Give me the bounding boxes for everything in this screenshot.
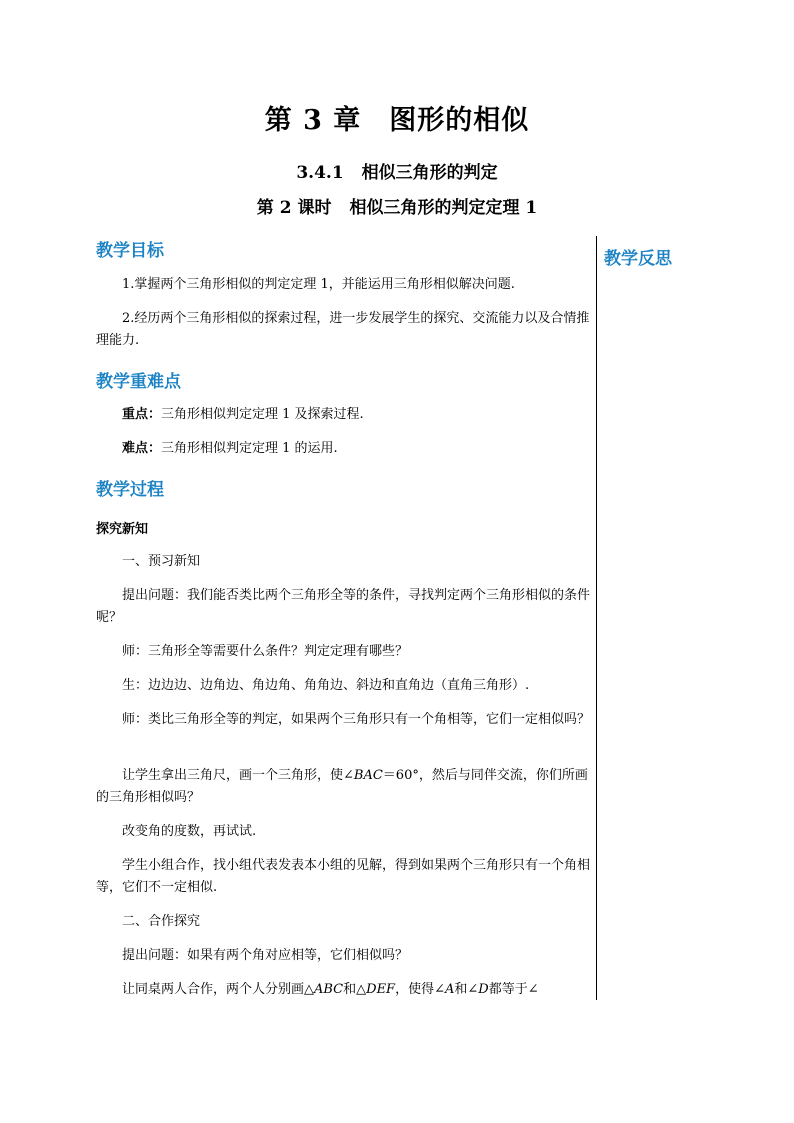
focus-text: 三角形相似判定定理 1 及探索过程. [161,407,364,422]
angle-variable: BAC [353,768,383,783]
angle-a: A [444,982,455,997]
paragraph-question-1: 提出问题：我们能否类比两个三角形全等的条件，寻找判定两个三角形相似的条件呢？ [96,588,591,625]
section-title [0,158,794,183]
lesson-name: 相似三角形的判定定理 1 [349,198,538,218]
paragraph-teacher-2: 师：类比三角形全等的判定，如果两个三角形只有一个角相等，它们一定相似吗？ [122,712,591,727]
paragraph-question-2: 提出问题：如果有两个角对应相等，它们相似吗？ [122,948,409,963]
difficulty-point [96,438,590,460]
process-heading: 教学过程 [96,480,164,500]
paragraph-student-1: 生：边边边、边角边、角边角、角角边、斜边和直角边（直角三角形）. [122,678,530,693]
goal-item-2: 2.经历两个三角形相似的探索过程，进一步发展学生的探究、交流能力以及合情推理能力. [96,311,590,348]
triangle-abc: ABC [314,982,344,997]
goal-item-1: 1.掌握两个三角形相似的判定定理 1，并能运用三角形相似解决问题. [122,277,515,292]
column-divider [596,236,597,1000]
part-two-title: 二、合作探究 [122,914,201,929]
triangle-def: DEF [366,982,396,997]
difficulty-text: 三角形相似判定定理 1 的运用. [161,441,338,456]
lesson-number: 第 2 课时 [256,198,332,218]
paragraph-pair-work [96,979,590,1001]
paragraph-activity [96,765,590,809]
chapter-number: 第 3 章 [264,105,362,136]
paragraph-retry: 改变角的度数，再试试. [122,824,257,839]
key-points-heading: 教学重难点 [96,372,181,392]
chapter-title [0,98,794,137]
angle-d: D [478,982,489,997]
pair-text-e: 都等于∠ [488,982,539,997]
focus-label: 重点： [122,407,162,422]
pair-text-c: ，使得∠ [395,982,445,997]
explore-subhead: 探究新知 [96,522,149,537]
activity-text-a: 让学生拿出三角尺，画一个三角形，使∠ [122,768,354,783]
activity-text-b: ＝60°，然后与同伴交流，你们所画的三角形相似吗？ [96,768,588,805]
lesson-title [0,193,794,218]
difficulty-label: 难点： [122,441,162,456]
reflection-heading: 教学反思 [604,249,672,269]
focus-point [96,404,590,426]
pair-text-a: 让同桌两人合作，两个人分别画△ [122,982,314,997]
section-name: 相似三角形的判定 [361,163,498,183]
pair-text-b: 和△ [343,982,367,997]
pair-text-d: 和∠ [454,982,479,997]
paragraph-teacher-1: 师：三角形全等需要什么条件？判定定理有哪些？ [122,644,409,659]
paragraph-conclusion: 学生小组合作，找小组代表发表本小组的见解，得到如果两个三角形只有一个角相等，它们不一定相似. [96,858,591,895]
chapter-name: 图形的相似 [389,105,530,136]
part-one-title: 一、预习新知 [122,554,201,569]
section-number: 3.4.1 [296,163,344,183]
goals-heading: 教学目标 [96,241,164,261]
